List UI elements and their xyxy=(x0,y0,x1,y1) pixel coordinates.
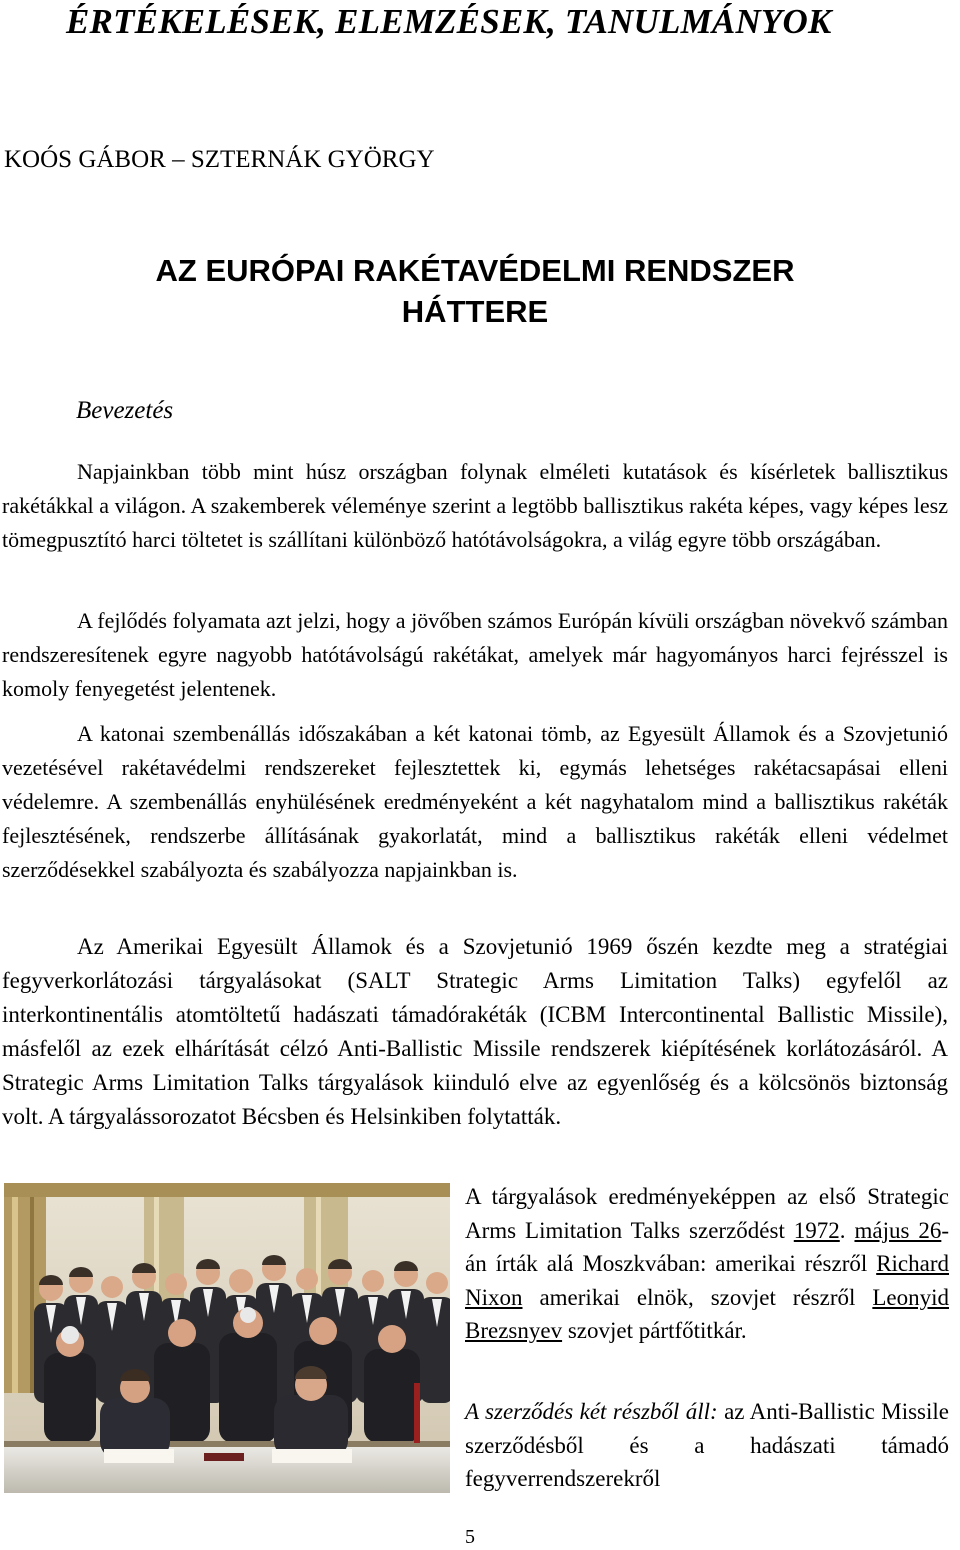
paragraph-1: Napjainkban több mint húsz országban folynak elméleti kutatások és kísérletek ballisztikus rakétákkal a világon. A szakemberek véleménye szerint a legtöbb ballisztikus rakéta képes, vagy képes lesz tömegpusztító harci töltetet is szállítani különböző hatótávolságokra, a világ egyre több országában. xyxy=(2,459,948,552)
side-text-c: -án írták alá Moszkvában: amerikai részről xyxy=(465,1217,950,1276)
link-leonyid-brezsnyev[interactable]: Leonyid Brezsnyev xyxy=(465,1284,949,1343)
side-text-d: amerikai elnök, szovjet részről xyxy=(522,1284,873,1310)
side-text-rest: az Anti-Ballistic Missile szerződésből és a hadászati támadó fegyverrendszerekről xyxy=(465,1399,949,1491)
authors-line: KOÓS GÁBOR – SZTERNÁK GYÖRGY xyxy=(4,146,435,173)
treaty-signing-photo xyxy=(4,1183,450,1493)
side-text-b: . xyxy=(839,1217,855,1243)
article-title-line-1: AZ EURÓPAI RAKÉTAVÉDELMI RENDSZER xyxy=(155,253,795,288)
article-title-line-2: HÁTTERE xyxy=(401,294,549,329)
side-paragraph-2 xyxy=(465,1395,949,1496)
paragraph-2: A fejlődés folyamata azt jelzi, hogy a jövőben számos Európán kívüli országban növekvő számban rendszeresítenek egyre nagyobb hatótávolságú rakétákat, amelyek már hagyományos harci fejrésszel is komoly fenyegetést jelentenek. xyxy=(2,608,948,701)
section-header: ÉRTÉKELÉSEK, ELEMZÉSEK, TANULMÁNYOK xyxy=(66,2,832,41)
paragraph-4: Az Amerikai Egyesült Államok és a Szovjetunió 1969 őszén kezdte meg a stratégiai fegyverkorlátozási tárgyalásokat (SALT Strategic Arms Limitation Talks) egyfelől az interkontinentális atomtöltetű hadászati támadórakéták (ICBM Intercontinental Ballistic Missile), másfelől az ezek elhárítását célzó Anti-Ballistic Missile rendszerek kiépítésének korlátozásáról. A Strategic Arms Limitation Talks tárgyalások kiinduló elve az egyenlőség és a kölcsönös biztonság volt. A tárgyalássorozatot Bécsben és Helsinkiben folytatták. xyxy=(2,934,948,1129)
link-year-1972[interactable]: 1972 xyxy=(793,1217,840,1243)
intro-heading: Bevezetés xyxy=(76,397,174,424)
page-number: 5 xyxy=(465,1526,475,1548)
side-text-e: szovjet pártfőtitkár. xyxy=(562,1318,747,1343)
link-date-may-26[interactable]: május 26 xyxy=(854,1217,942,1243)
link-richard-nixon[interactable]: Richard Nixon xyxy=(465,1251,949,1310)
side-italic-lead: A szerződés két részből áll: xyxy=(465,1399,718,1424)
side-paragraph-1 xyxy=(465,1180,949,1348)
paragraph-3: A katonai szembenállás időszakában a két katonai tömb, az Egyesült Államok és a Szovjetunió vezetésével rakétavédelmi rendszereket fejlesztettek ki, egymás lehetséges rakétacsapásai elleni védelemre. A szembenállás enyhülésének eredményeként a két nagyhatalom mind a ballisztikus rakéták fejlesztésének, rendszerbe állításának gyakorlatát, mind a ballisztikus rakéták elleni védelmet szerződésekkel szabályozta és szabályozza napjainkban is. xyxy=(2,721,948,882)
side-text-a: A tárgyalások eredményeképpen az első Strategic Arms Limitation Talks szerződést xyxy=(465,1184,949,1243)
